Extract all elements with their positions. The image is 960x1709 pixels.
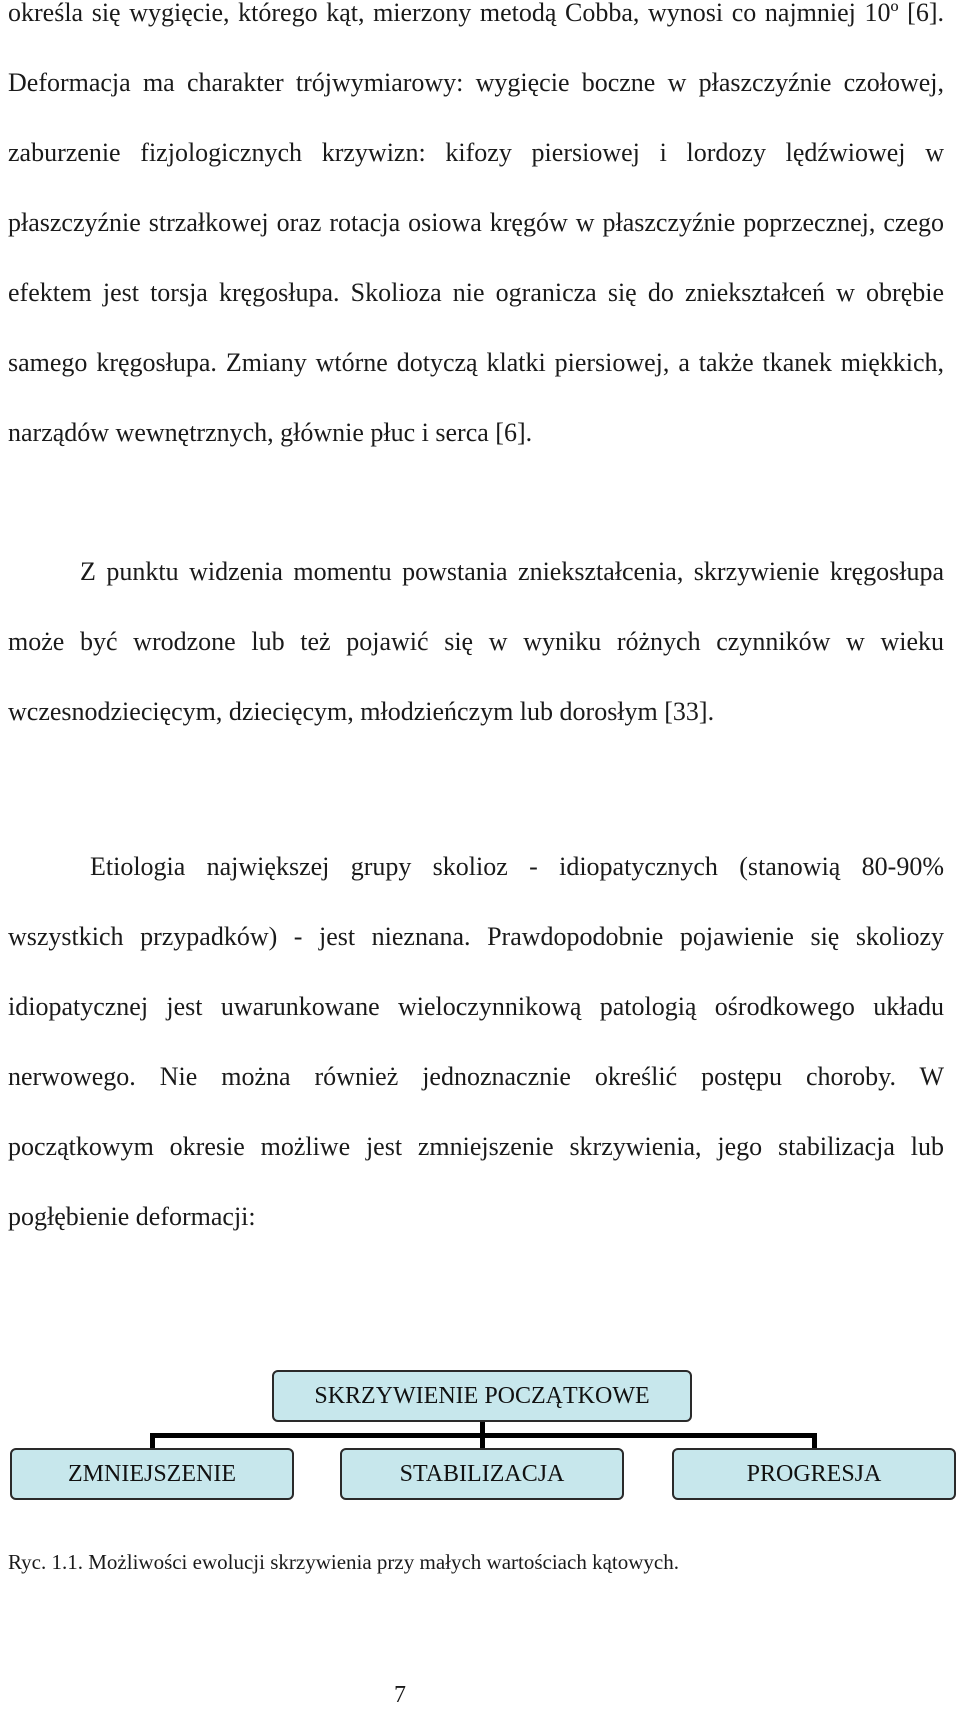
diagram-box-progression: PROGRESJA (672, 1448, 956, 1500)
diagram-box-decrease: ZMNIEJSZENIE (10, 1448, 294, 1500)
paragraph-onset: Z punktu widzenia momentu powstania zniekształcenia, skrzywienie kręgosłupa może być wrodzone lub też pojawić się w wyniku różnych czynników w wieku wczesnodziecięcym, dziecięcym, młodzieńczym lub dorosłym [33]. (8, 557, 944, 726)
paragraph-scoliosis-definition: określa się wygięcie, którego kąt, mierzony metodą Cobba, wynosi co najmniej 10º [6]. Deformacja ma charakter trójwymiarowy: wygięcie boczne w płaszczyźnie czołowej, zaburzenie fizjologicznych krzywizn: kifozy piersiowej i lordozy lędźwiowej w płaszczyźnie strzałkowej oraz rotacja osiowa kręgów w płaszczyźnie poprzecznej, czego efektem jest torsja kręgosłupa. Skolioza nie ogranicza się do zniekształceń w obrębie samego kręgosłupa. Zmiany wtórne dotyczą klatki piersiowej, a także tkanek miękkich, narządów wewnętrznych, głównie płuc i serca [6]. (8, 0, 944, 447)
connector-center (480, 1433, 485, 1449)
connector-left (150, 1433, 155, 1449)
figure-caption: Ryc. 1.1. Możliwości ewolucji skrzywienia przy małych wartościach kątowych. (8, 1550, 679, 1574)
connector-right (812, 1433, 817, 1449)
diagram-root-box: SKRZYWIENIE POCZĄTKOWE (272, 1370, 692, 1422)
paragraph-etiology: Etiologia największej grupy skolioz - idiopatycznych (stanowią 80-90% wszystkich przypadków) - jest nieznana. Prawdopodobnie pojawienie się skoliozy idiopatycznej jest uwarunkowane wieloczynnikową patologią ośrodkowego układu nerwowego. Nie można również jednoznacznie określić postępu choroby. W początkowym okresie możliwe jest zmniejszenie skrzywienia, jego stabilizacja lub pogłębienie deformacji: (8, 852, 944, 1231)
page-number: 7 (394, 1682, 406, 1708)
diagram-box-stabilization: STABILIZACJA (340, 1448, 624, 1500)
